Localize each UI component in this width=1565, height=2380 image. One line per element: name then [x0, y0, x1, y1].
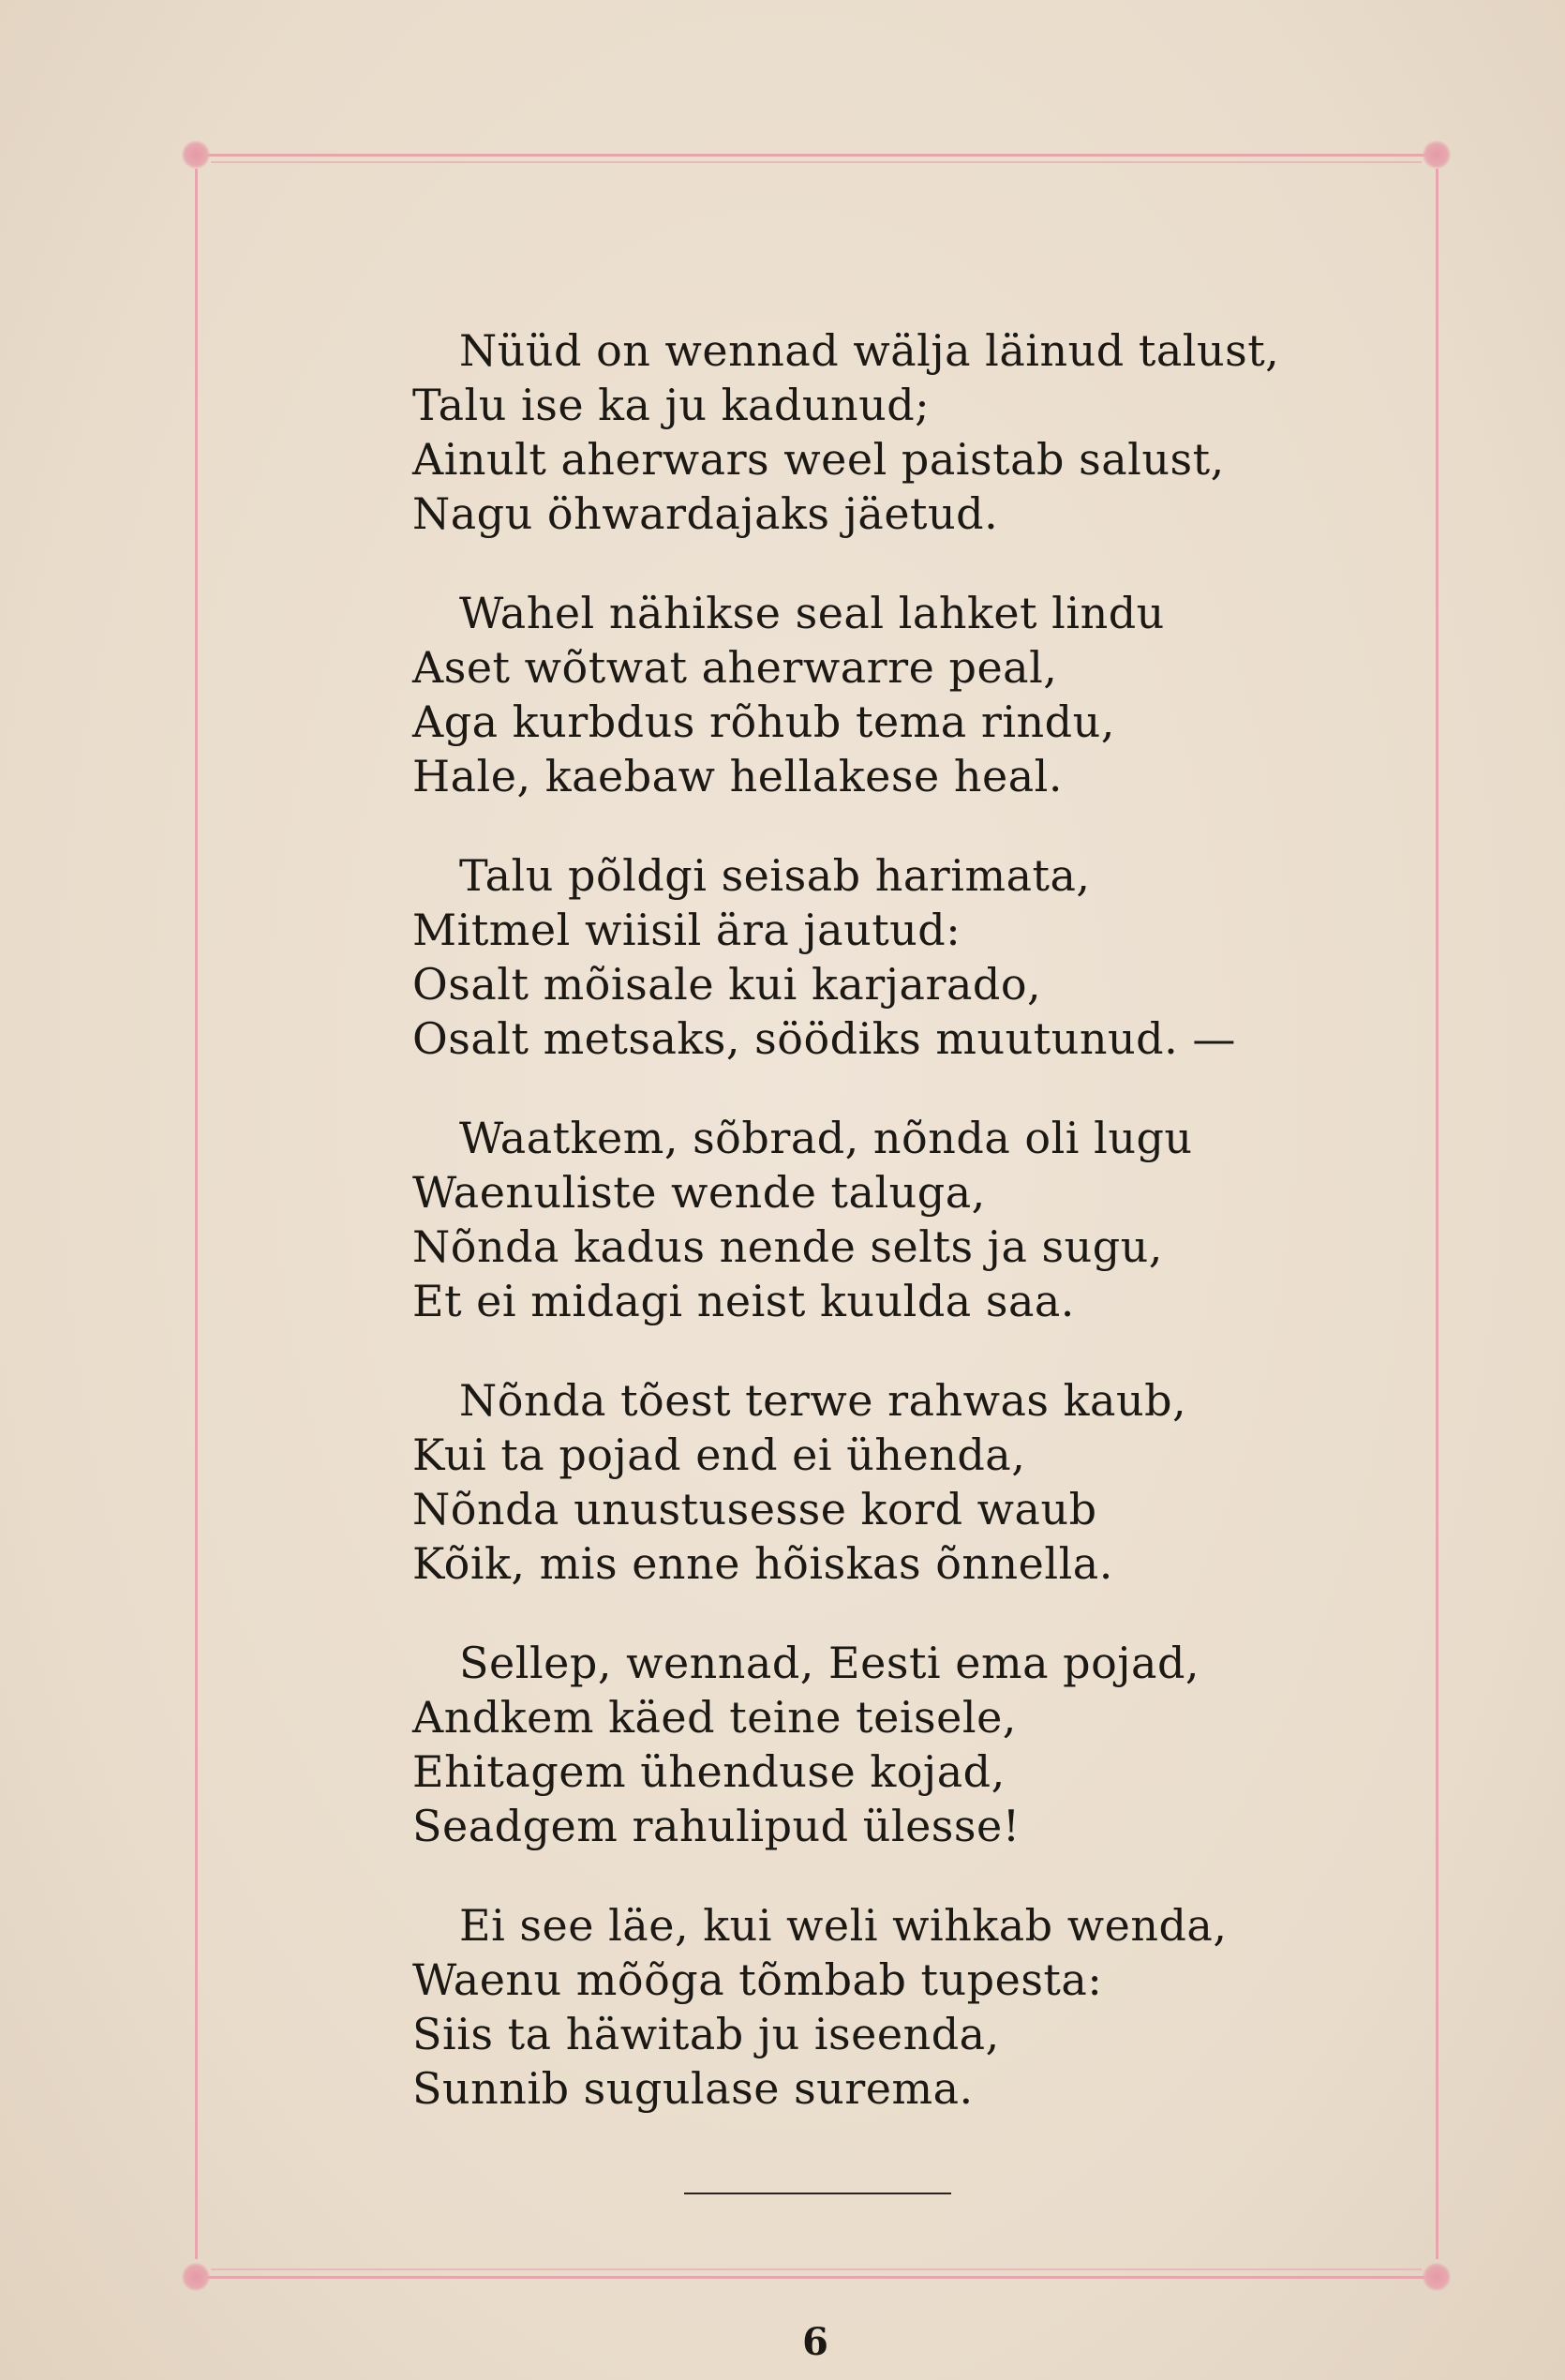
poem-line: Osalt metsaks, söödiks muutunud. —	[412, 1013, 1236, 1064]
poem-line: Nõnda kadus nende selts ja sugu,	[412, 1221, 1163, 1272]
frame-border-bottom-inner	[211, 2268, 1422, 2270]
poem-line: Seadgem rahulipud ülesse!	[412, 1801, 1021, 1851]
stanza	[412, 323, 1331, 541]
poem-line: Waatkem, sõbrad, nõnda oli lugu	[459, 1113, 1193, 1163]
poem-line: Aga kurbdus rõhub tema rindu,	[412, 696, 1115, 747]
poem-line: Wahel nähikse seal lahket lindu	[459, 588, 1165, 638]
frame-border-top-inner	[211, 161, 1422, 163]
frame-border-left	[195, 169, 198, 2259]
poem-line: Et ei midagi neist kuulda saa.	[412, 1276, 1075, 1326]
poem	[412, 323, 1331, 2161]
poem-line: Andkem käed teine teisele,	[412, 1692, 1017, 1743]
page-number: 6	[802, 2320, 828, 2364]
poem-line: Ehitagem ühenduse kojad,	[412, 1746, 1006, 1797]
poem-line: Mitmel wiisil ära jautud:	[412, 905, 961, 955]
stanza	[412, 1636, 1331, 1853]
poem-line: Nõnda tõest terwe rahwas kaub,	[459, 1375, 1187, 1426]
rosette-ornament-icon	[182, 2263, 210, 2291]
stanza	[412, 848, 1331, 1066]
poem-line: Sellep, wennad, Eesti ema pojad,	[459, 1638, 1200, 1688]
frame-border-top	[192, 154, 1440, 157]
poem-line: Ainult aherwars weel paistab salust,	[412, 434, 1225, 485]
rosette-ornament-icon	[182, 141, 210, 169]
poem-line: Nagu öhwardajaks jäetud.	[412, 488, 999, 539]
stanza	[412, 1111, 1331, 1328]
frame-border-bottom	[192, 2276, 1440, 2279]
poem-line: Osalt mõisale kui karjarado,	[412, 959, 1042, 1010]
poem-line: Talu ise ka ju kadunud;	[412, 380, 931, 430]
stanza	[412, 1373, 1331, 1591]
poem-line: Talu põldgi seisab harimata,	[459, 850, 1091, 901]
poem-line: Aset wõtwat aherwarre peal,	[412, 642, 1058, 693]
rosette-ornament-icon	[1423, 141, 1451, 169]
stanza	[412, 586, 1331, 803]
poem-line: Sunnib sugulase surema.	[412, 2063, 974, 2114]
poem-line: Waenu mõõga tõmbab tupesta:	[412, 1954, 1103, 2005]
poem-line: Nõnda unustusesse kord waub	[412, 1484, 1097, 1534]
rosette-ornament-icon	[1423, 2263, 1451, 2291]
frame-border-right	[1436, 169, 1438, 2259]
poem-line: Kui ta pojad end ei ühenda,	[412, 1429, 1026, 1480]
poem-line: Siis ta häwitab ju iseenda,	[412, 2009, 1000, 2059]
poem-line: Nüüd on wennad wälja läinud talust,	[459, 325, 1280, 376]
poem-line: Hale, kaebaw hellakese heal.	[412, 751, 1063, 801]
end-rule-divider	[684, 2193, 951, 2194]
poem-line: Ei see läe, kui weli wihkab wenda,	[459, 1900, 1228, 1951]
stanza	[412, 1898, 1331, 2116]
poem-line: Waenuliste wende taluga,	[412, 1167, 986, 1218]
poem-line: Kõik, mis enne hõiskas õnnella.	[412, 1538, 1113, 1589]
